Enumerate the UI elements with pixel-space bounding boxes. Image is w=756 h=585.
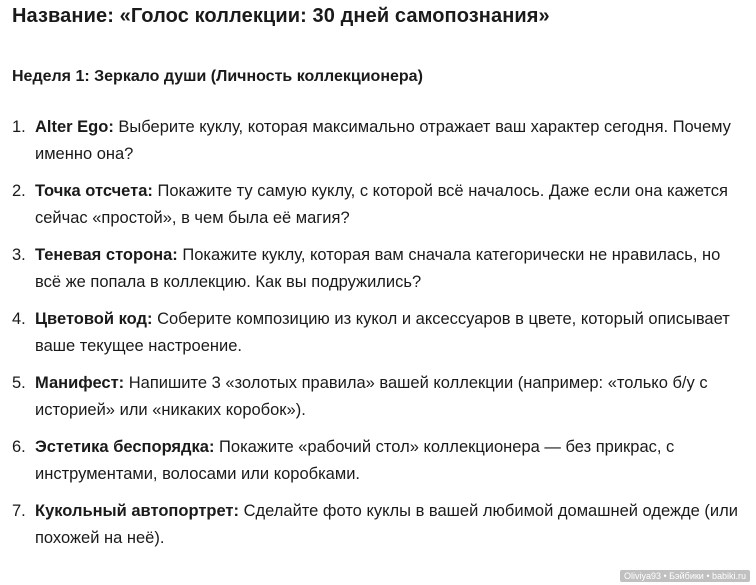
week-heading: Неделя 1: Зеркало души (Личность коллекционера)	[12, 68, 423, 85]
list-item	[12, 434, 748, 488]
page-title: Название: «Голос коллекции: 30 дней самопознания»	[12, 5, 550, 27]
task-list	[12, 114, 748, 562]
list-item	[12, 498, 748, 552]
item-number: 6.	[12, 438, 26, 456]
item-text: Покажите куклу, которая вам сначала категорически не нравилась, но всё же попала в коллекцию. Как вы подружились?	[35, 246, 721, 291]
list-item	[12, 306, 748, 360]
item-number: 2.	[12, 182, 26, 200]
list-item	[12, 242, 748, 296]
item-title: Манифест:	[35, 374, 125, 392]
item-number: 7.	[12, 502, 26, 520]
item-text: Соберите композицию из кукол и аксессуаров в цвете, который описывает ваше текущее настроение.	[35, 310, 730, 355]
item-text: Выберите куклу, которая максимально отражает ваш характер сегодня. Почему именно она?	[35, 118, 731, 163]
item-number: 3.	[12, 246, 26, 264]
item-title: Цветовой код:	[35, 310, 153, 328]
watermark: Oliviya93 • Бэйбики • babiki.ru	[620, 570, 750, 582]
item-text: Покажите ту самую куклу, с которой всё началось. Даже если она кажется сейчас «простой», в чем была её магия?	[35, 182, 728, 227]
item-title: Кукольный автопортрет:	[35, 502, 240, 520]
list-item	[12, 370, 748, 424]
item-text: Покажите «рабочий стол» коллекционера — без прикрас, с инструментами, волосами или коробками.	[35, 438, 675, 483]
item-text: Сделайте фото куклы в вашей любимой домашней одежде (или похожей на неё).	[35, 502, 738, 547]
item-number: 1.	[12, 118, 26, 136]
list-item	[12, 114, 748, 168]
list-item	[12, 178, 748, 232]
item-text: Напишите 3 «золотых правила» вашей коллекции (например: «только б/у с историей» или «никаких коробок»).	[35, 374, 708, 419]
item-title: Теневая сторона:	[35, 246, 178, 264]
item-number: 4.	[12, 310, 26, 328]
item-number: 5.	[12, 374, 26, 392]
item-title: Эстетика беспорядка:	[35, 438, 215, 456]
item-title: Alter Ego:	[35, 118, 114, 136]
item-title: Точка отсчета:	[35, 182, 153, 200]
